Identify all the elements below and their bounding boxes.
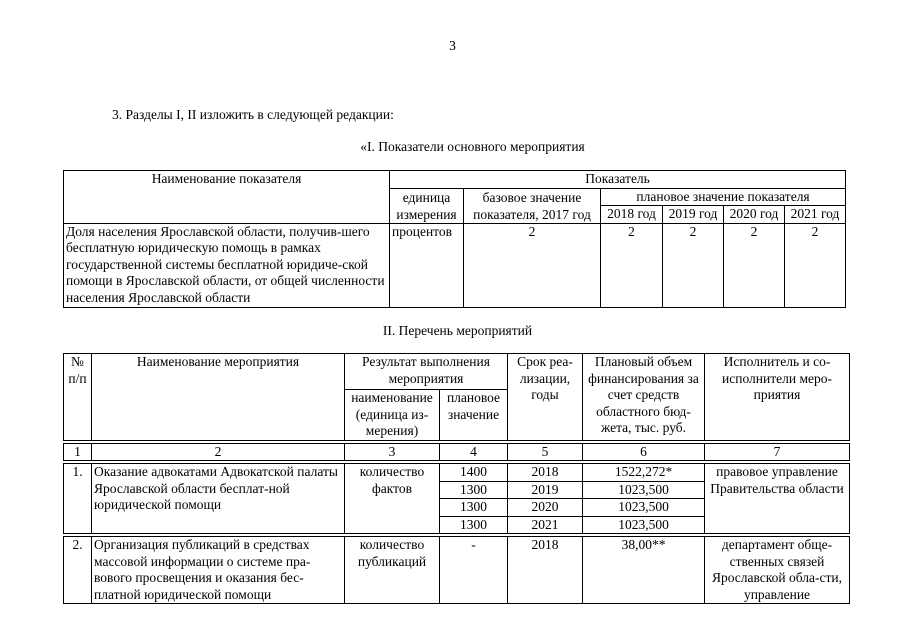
activity-volume: 38,00** [583, 537, 705, 604]
activity-planned: 1400 [440, 464, 508, 482]
header-volume: Плановый объем финансирования за счет средств областного бюд-жета, тыс. руб. [583, 354, 705, 441]
header-result-name: наименование (единица из-мерения) [345, 390, 440, 441]
indicator-base-cell: 2 [464, 223, 601, 307]
indicator-value-cell: 2 [663, 223, 724, 307]
header-year: 2018 год [601, 206, 663, 224]
header-year: 2021 год [785, 206, 846, 224]
activity-planned: 1300 [440, 516, 508, 534]
header-result: Результат выполнения мероприятия [345, 354, 508, 390]
activity-executor: правовое управление Правительства области [705, 464, 850, 534]
header-planned-value: плановое значение показателя [601, 188, 846, 206]
section-intro: 3. Разделы I, II изложить в следующей редакции: [112, 107, 394, 122]
indicator-value-cell: 2 [724, 223, 785, 307]
activity-volume: 1023,500 [583, 481, 705, 499]
column-number: 5 [508, 443, 583, 461]
header-executor: Исполнитель и со-исполнители меро-приятия [705, 354, 850, 441]
activity-volume: 1023,500 [583, 516, 705, 534]
header-term: Срок реа-лизации, годы [508, 354, 583, 441]
column-number: 7 [705, 443, 850, 461]
indicator-value-cell: 2 [785, 223, 846, 307]
activity-name: Оказание адвокатами Адвокатской палаты Ярославской области бесплат-ной юридической помощи [92, 464, 345, 534]
header-year: 2019 год [663, 206, 724, 224]
header-indicator-name: Наименование показателя [64, 171, 390, 224]
activity-year: 2018 [508, 464, 583, 482]
header-base-value: базовое значение показателя, 2017 год [464, 188, 601, 223]
header-result-planned: плановое значение [440, 390, 508, 441]
indicator-name-cell: Доля населения Ярославской области, получив-шего бесплатную юридическую помощь в рамках государственной системы бесплатной юридиче-ской помощи в Ярославской области, от общей численности населения Ярославской области [64, 223, 390, 307]
activity-planned: 1300 [440, 481, 508, 499]
header-unit: единица измерения [390, 188, 464, 223]
activity-volume: 1522,272* [583, 464, 705, 482]
column-number: 2 [92, 443, 345, 461]
indicator-unit-cell: процентов [390, 223, 464, 307]
activity-planned: 1300 [440, 499, 508, 517]
column-number: 1 [64, 443, 92, 461]
column-number: 3 [345, 443, 440, 461]
activity-name: Организация публикаций в средствах массовой информации о системе пра-вового просвещения и оказания бес-платной юридической помощи [92, 537, 345, 604]
activity-year: 2019 [508, 481, 583, 499]
page-number: 3 [449, 38, 456, 53]
activity-volume: 1023,500 [583, 499, 705, 517]
table1-title: «I. Показатели основного мероприятия [360, 139, 585, 154]
activity-year: 2018 [508, 537, 583, 604]
indicator-value-cell: 2 [601, 223, 663, 307]
activity-planned: - [440, 537, 508, 604]
header-indicator: Показатель [390, 171, 846, 189]
header-activity-name: Наименование мероприятия [92, 354, 345, 441]
column-number: 4 [440, 443, 508, 461]
activity-result-name: количество фактов [345, 464, 440, 534]
column-number: 6 [583, 443, 705, 461]
indicators-table [63, 170, 846, 308]
activities-table [63, 353, 850, 604]
activity-num: 1. [64, 464, 92, 534]
activity-year: 2021 [508, 516, 583, 534]
activity-executor: департамент обще-ственных связей Ярославской обла-сти, управление [705, 537, 850, 604]
activity-num: 2. [64, 537, 92, 604]
activity-result-name: количество публикаций [345, 537, 440, 604]
activity-year: 2020 [508, 499, 583, 517]
table2-title: II. Перечень мероприятий [382, 323, 533, 338]
header-num: № п/п [64, 354, 92, 441]
header-year: 2020 год [724, 206, 785, 224]
